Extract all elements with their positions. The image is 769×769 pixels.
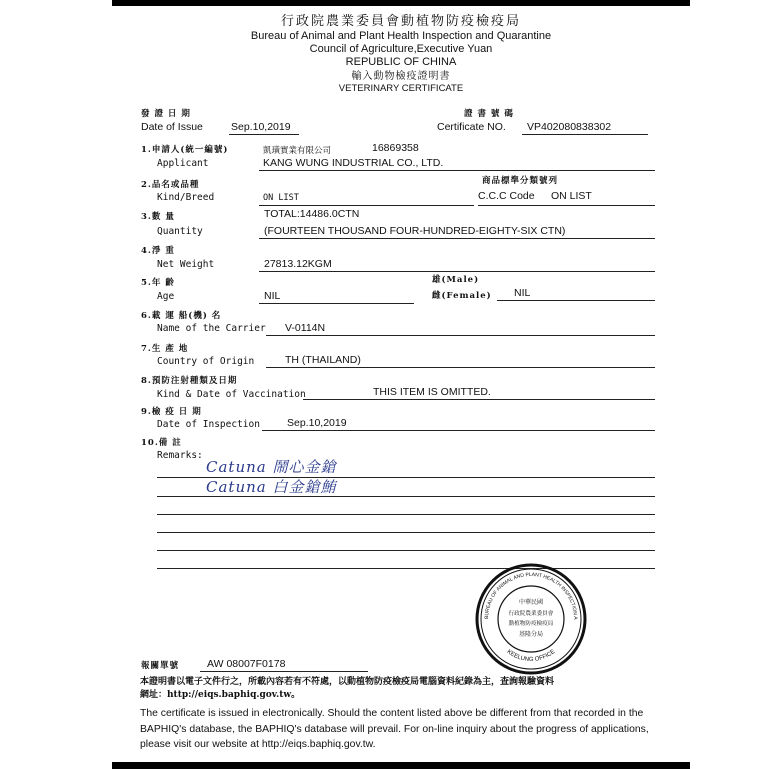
kind-label-zh: 2.品名或品種: [141, 180, 200, 190]
kind-value: ON LIST: [263, 193, 299, 203]
carrier-underline: [266, 335, 655, 336]
net-weight-value: 27813.12KGM: [264, 258, 332, 270]
sex-underline: [497, 300, 655, 301]
certificate-no-value: VP402080838302: [527, 121, 612, 133]
footer-zh-line-1: 本證明書以電子文件行之，所載內容若有不符處，以動植物防疫檢疫局電腦資料紀錄為主，查詢報驗資料: [140, 677, 555, 687]
issue-date-value: Sep.10,2019: [231, 121, 291, 133]
agency-name-zh: 行政院農業委員會動植物防疫檢疫局: [280, 14, 521, 29]
net-weight-underline: [259, 271, 655, 272]
certificate-no-label-zh: 證 書 號 碼: [464, 109, 514, 119]
declaration-value: AW 08007F0178: [207, 658, 286, 670]
remark-handwritten-line-2: Catuna 白金鎗鮪: [206, 478, 337, 496]
issue-date-label: Date of Issue: [141, 121, 203, 133]
stamp-country: 中華民國: [518, 599, 544, 606]
top-border: [112, 0, 690, 6]
inspection-underline: [262, 430, 655, 431]
quantity-label: Quantity: [157, 226, 203, 237]
female-label: 雌(Female): [432, 291, 492, 301]
ccc-code-label-zh: 商品標準分類號列: [482, 176, 559, 186]
official-stamp: [474, 562, 588, 676]
remarks-line-5: [157, 550, 655, 551]
applicant-name: KANG WUNG INDUSTRIAL CO., LTD.: [263, 157, 444, 169]
kind-label: Kind/Breed: [157, 192, 215, 203]
applicant-underline: [259, 170, 655, 171]
remarks-label-zh: 10.備 註: [141, 438, 182, 448]
vaccination-label-zh: 8.預防注射種類及日期: [141, 376, 238, 386]
bottom-border: [112, 762, 690, 769]
footer-notice-en: The certificate is issued in electronically. Should the content listed above be different from that recorded in the BAPHIQ's database, the BAPHIQ's database will prevail. For on-line inquiry about the progress of applications, please visit our website at http://eiqs.baphiq.gov.tw.: [140, 708, 649, 751]
quantity-value: TOTAL:14486.0CTN: [264, 208, 360, 220]
carrier-label: Name of the Carrier: [157, 323, 266, 334]
remark-handwritten-line-1: Catuna 鬧心金鎗: [206, 458, 337, 476]
stamp-ring-bottom-text: KEELUNG OFFICE: [505, 648, 557, 664]
age-value: NIL: [264, 290, 281, 302]
age-label: Age: [157, 291, 175, 302]
svg-text:KEELUNG OFFICE: [506, 649, 557, 663]
country-name: REPUBLIC OF CHINA: [345, 55, 457, 68]
certificate-title-en: VETERINARY CERTIFICATE: [338, 83, 464, 95]
inspection-value: Sep.10,2019: [287, 417, 347, 429]
remarks-line-2: [157, 496, 655, 497]
certificate-no-underline: [522, 134, 648, 135]
applicant-tax-id: 16869358: [372, 142, 419, 154]
remarks-label: Remarks:: [157, 450, 203, 461]
net-weight-label: Net Weight: [157, 259, 215, 270]
carrier-label-zh: 6.載 運 船(機) 名: [141, 311, 222, 321]
net-weight-label-zh: 4.淨 重: [141, 246, 175, 256]
inspection-label-zh: 9.檢 疫 日 期: [141, 407, 202, 417]
sex-value: NIL: [514, 287, 531, 299]
quantity-words: (FOURTEEN THOUSAND FOUR-HUNDRED-EIGHTY-SIX CTN): [264, 225, 566, 237]
remarks-line-1: [157, 477, 655, 478]
issue-date-label-zh: 發 證 日 期: [141, 109, 191, 119]
inspection-label: Date of Inspection: [157, 419, 260, 430]
certificate-title-zh: 輸入動物檢疫證明書: [351, 71, 451, 83]
age-underline: [259, 303, 414, 304]
stamp-line-1: 行政院農業委員會: [508, 611, 554, 617]
quantity-label-zh: 3.數 量: [141, 212, 175, 222]
remarks-line-4: [157, 532, 655, 533]
applicant-name-zh: 凱璜實業有限公司: [263, 146, 332, 156]
stamp-ring-top-text: BUREAU OF ANIMAL AND PLANT HEALTH INSPECTION A: [483, 571, 579, 620]
stamp-line-3: 基隆分局: [518, 631, 544, 638]
remarks-line-3: [157, 514, 655, 515]
footer-zh-line-2: 網址：http://eiqs.baphiq.gov.tw。: [140, 690, 301, 701]
quantity-underline: [259, 238, 655, 239]
issue-date-underline: [229, 134, 299, 135]
origin-label-zh: 7.生 產 地: [141, 344, 189, 354]
origin-label: Country of Origin: [157, 356, 255, 367]
vaccination-value: THIS ITEM IS OMITTED.: [373, 386, 491, 398]
declaration-label-zh: 報關單號: [141, 661, 180, 671]
ccc-code-underline: [478, 205, 655, 206]
origin-underline: [266, 367, 655, 368]
vaccination-label: Kind & Date of Vaccination: [157, 389, 306, 400]
carrier-value: V-0114N: [285, 322, 326, 334]
age-label-zh: 5.年 齡: [141, 278, 175, 288]
male-label: 雄(Male): [432, 275, 480, 285]
declaration-underline: [200, 671, 368, 672]
applicant-label-zh: 1.申請人(統一編號): [141, 145, 229, 155]
ccc-code-value: ON LIST: [551, 190, 592, 202]
ccc-code-label: C.C.C Code: [478, 190, 535, 202]
certificate-no-label: Certificate NO.: [437, 121, 506, 133]
vaccination-underline: [303, 399, 655, 400]
agency-name-en: Bureau of Animal and Plant Health Inspection and Quarantine: [250, 29, 552, 42]
kind-underline: [259, 205, 474, 206]
footer-notice-zh: [140, 676, 670, 702]
stamp-line-2: 動植物防疫檢疫局: [508, 621, 554, 627]
certificate-header: [112, 14, 690, 95]
applicant-label: Applicant: [157, 158, 209, 169]
council-name: Council of Agriculture,Executive Yuan: [309, 42, 493, 55]
origin-value: TH (THAILAND): [285, 354, 361, 366]
